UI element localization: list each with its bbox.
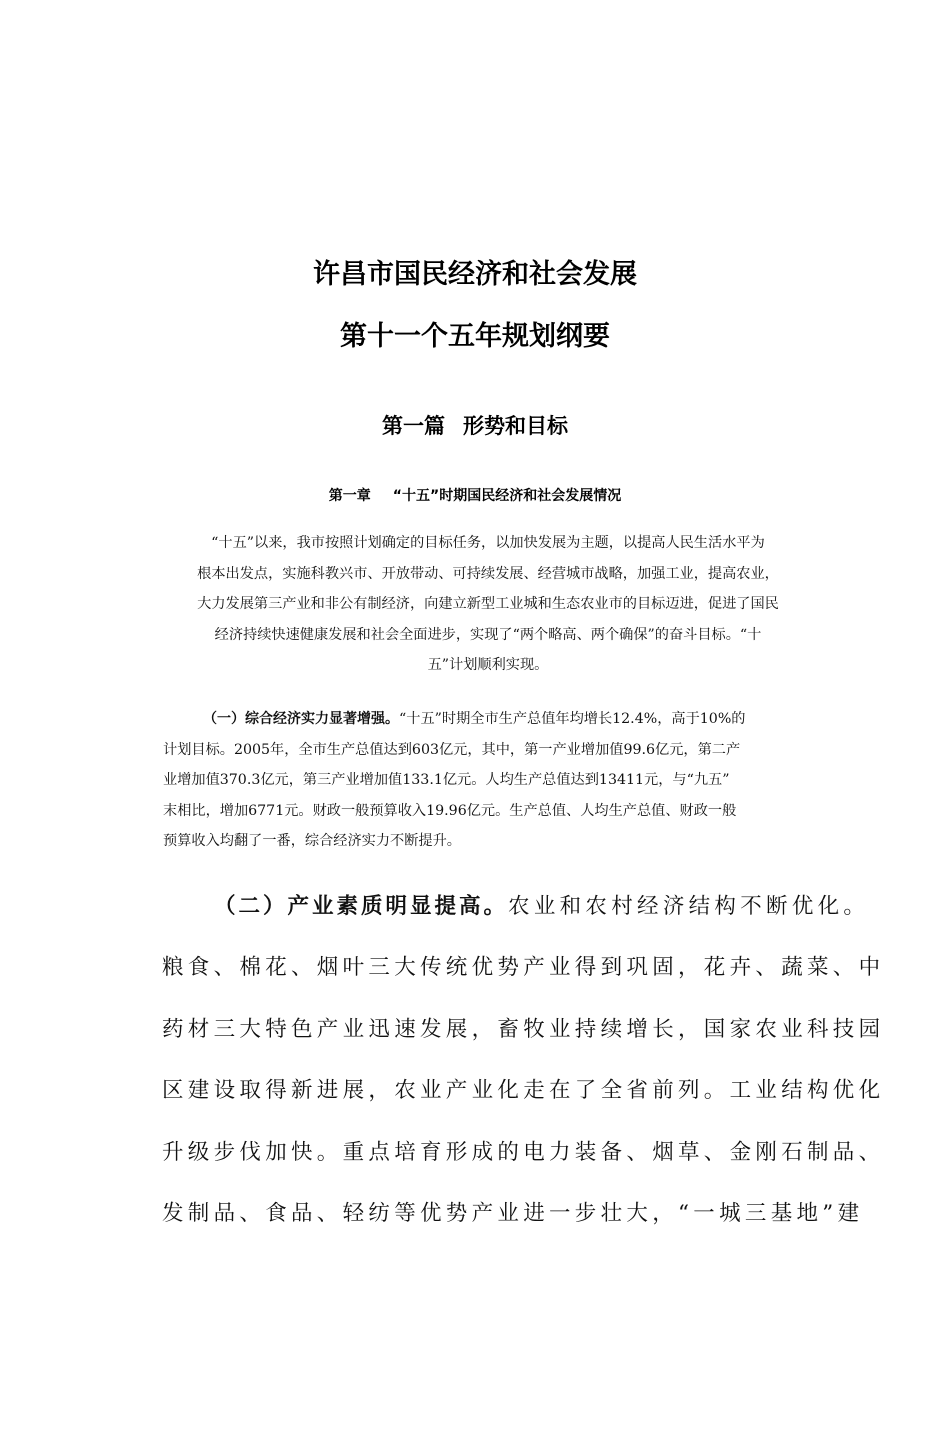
intro-line: 大力发展第三产业和非公有制经济，向建立新型工业城和生态农业市的目标迈进，促进了国民	[197, 596, 779, 613]
chapter-heading	[0, 485, 950, 505]
section-1-text: “十五”时期全市生产总值年均增长12.4%，高于10%的	[399, 711, 746, 727]
section-2-paragraph	[162, 876, 885, 1244]
section-2-first-line	[162, 876, 870, 937]
section-1-line: 预算收入均翻了一番，综合经济实力不断提升。	[163, 833, 461, 850]
intro-line: 经济持续快速健康发展和社会全面进步，实现了“两个略高、两个确保”的奋斗目标。“十	[214, 626, 762, 643]
part-title: 形势和目标	[463, 414, 568, 438]
chapter-title: “十五”时期国民经济和社会发展情况	[392, 488, 622, 504]
section-2-heading: （二）产业素质明显提高。	[214, 894, 509, 919]
intro-line: 五”计划顺利实现。	[427, 657, 549, 674]
part-heading	[0, 410, 950, 440]
section-1-heading: （一）综合经济实力显著增强。	[203, 711, 399, 727]
intro-line: “十五”以来，我市按照计划确定的目标任务，以加快发展为主题，以提高人民生活水平为	[211, 535, 765, 551]
section-1-first-line	[163, 704, 813, 735]
section-1-line: 末相比，增加6771元。财政一般预算收入19.96亿元。生产总值、人均生产总值、财政一般	[163, 802, 737, 819]
section-2-text: 农业和农村经济结构不断优化。	[508, 894, 870, 919]
section-1-paragraph	[163, 704, 813, 857]
document-title-line-2: 第十一个五年规划纲要	[340, 321, 610, 352]
section-2-line: 升级步伐加快。重点培育形成的电力装备、烟草、金刚石制品、	[162, 1139, 885, 1165]
section-2-line: 区建设取得新进展，农业产业化走在了全省前列。工业结构优化	[162, 1078, 885, 1104]
section-2-line: 药材三大特色产业迅速发展，畜牧业持续增长，国家农业科技园	[162, 1016, 885, 1042]
section-2-line: 粮食、棉花、烟叶三大传统优势产业得到巩固，花卉、蔬菜、中	[162, 955, 885, 981]
section-1-line: 业增加值370.3亿元，第三产业增加值133.1亿元。人均生产总值达到13411元，与“九五”	[163, 772, 730, 789]
intro-paragraph	[163, 528, 813, 681]
chapter-label: 第一章	[328, 488, 371, 504]
intro-line: 根本出发点，实施科教兴市、开放带动、可持续发展、经营城市战略，加强工业，提高农业，	[197, 565, 779, 582]
document-title-line-1: 许昌市国民经济和社会发展	[313, 259, 637, 290]
part-label: 第一篇	[382, 414, 445, 438]
section-2-line: 发制品、食品、轻纺等优势产业进一步壮大，“一城三基地”建	[162, 1201, 864, 1227]
section-1-line: 计划目标。2005年，全市生产总值达到603亿元，其中，第一产业增加值99.6亿元，第二产	[163, 741, 741, 758]
